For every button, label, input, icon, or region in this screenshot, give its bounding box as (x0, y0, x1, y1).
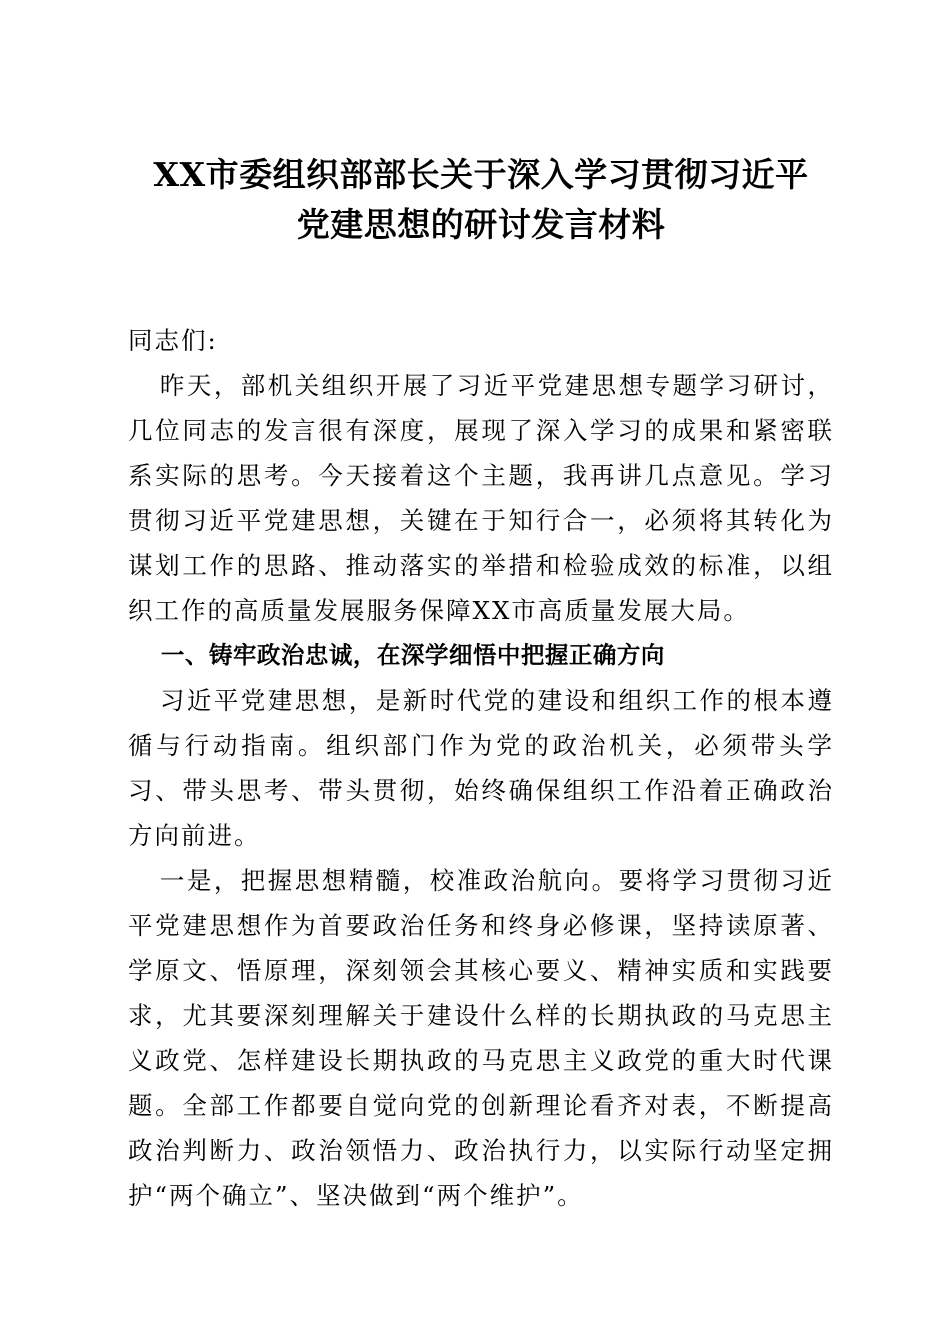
title-line-2: 党建思想的研讨发言材料 (296, 205, 666, 244)
salutation: 同志们: (128, 326, 218, 355)
title-line-1: XX市委组织部部长关于深入学习贯彻习近平 (153, 155, 809, 194)
paragraph-section-1-intro: 习近平党建思想，是新时代党的建设和组织工作的根本遵循与行动指南。组织部门作为党的政治机关，必须带头学习、带头思考、带头贯彻，始终确保组织工作沿着正确政治方向前进。 (128, 686, 834, 850)
paragraph-intro: 昨天，部机关组织开展了习近平党建思想专题学习研讨，几位同志的发言很有深度，展现了深入学习的成果和紧密联系实际的思考。今天接着这个主题，我再讲几点意见。学习贯彻习近平党建思想，关键在于知行合一，必须将其转化为谋划工作的思路、推动落实的举措和检验成效的标准，以组织工作的高质量发展服务保障XX市高质量发展大局。 (128, 371, 834, 625)
section-heading-1: 一、铸牢政治忠诚，在深学细悟中把握正确方向 (160, 641, 665, 669)
paragraph-point-1: 一是，把握思想精髓，校准政治航向。要将学习贯彻习近平党建思想作为首要政治任务和终身必修课，坚持读原著、学原文、悟原理，深刻领会其核心要义、精神实质和实践要求，尤其要深刻理解关于建设什么样的长期执政的马克思主义政党、怎样建设长期执政的马克思主义政党的重大时代课题。全部工作都要自觉向党的创新理论看齐对表，不断提高政治判断力、政治领悟力、政治执行力，以实际行动坚定拥护“两个确立”、坚决做到“两个维护”。 (128, 866, 834, 1210)
document-title (128, 150, 834, 250)
document-page (128, 150, 834, 1218)
document-body (128, 318, 834, 1218)
